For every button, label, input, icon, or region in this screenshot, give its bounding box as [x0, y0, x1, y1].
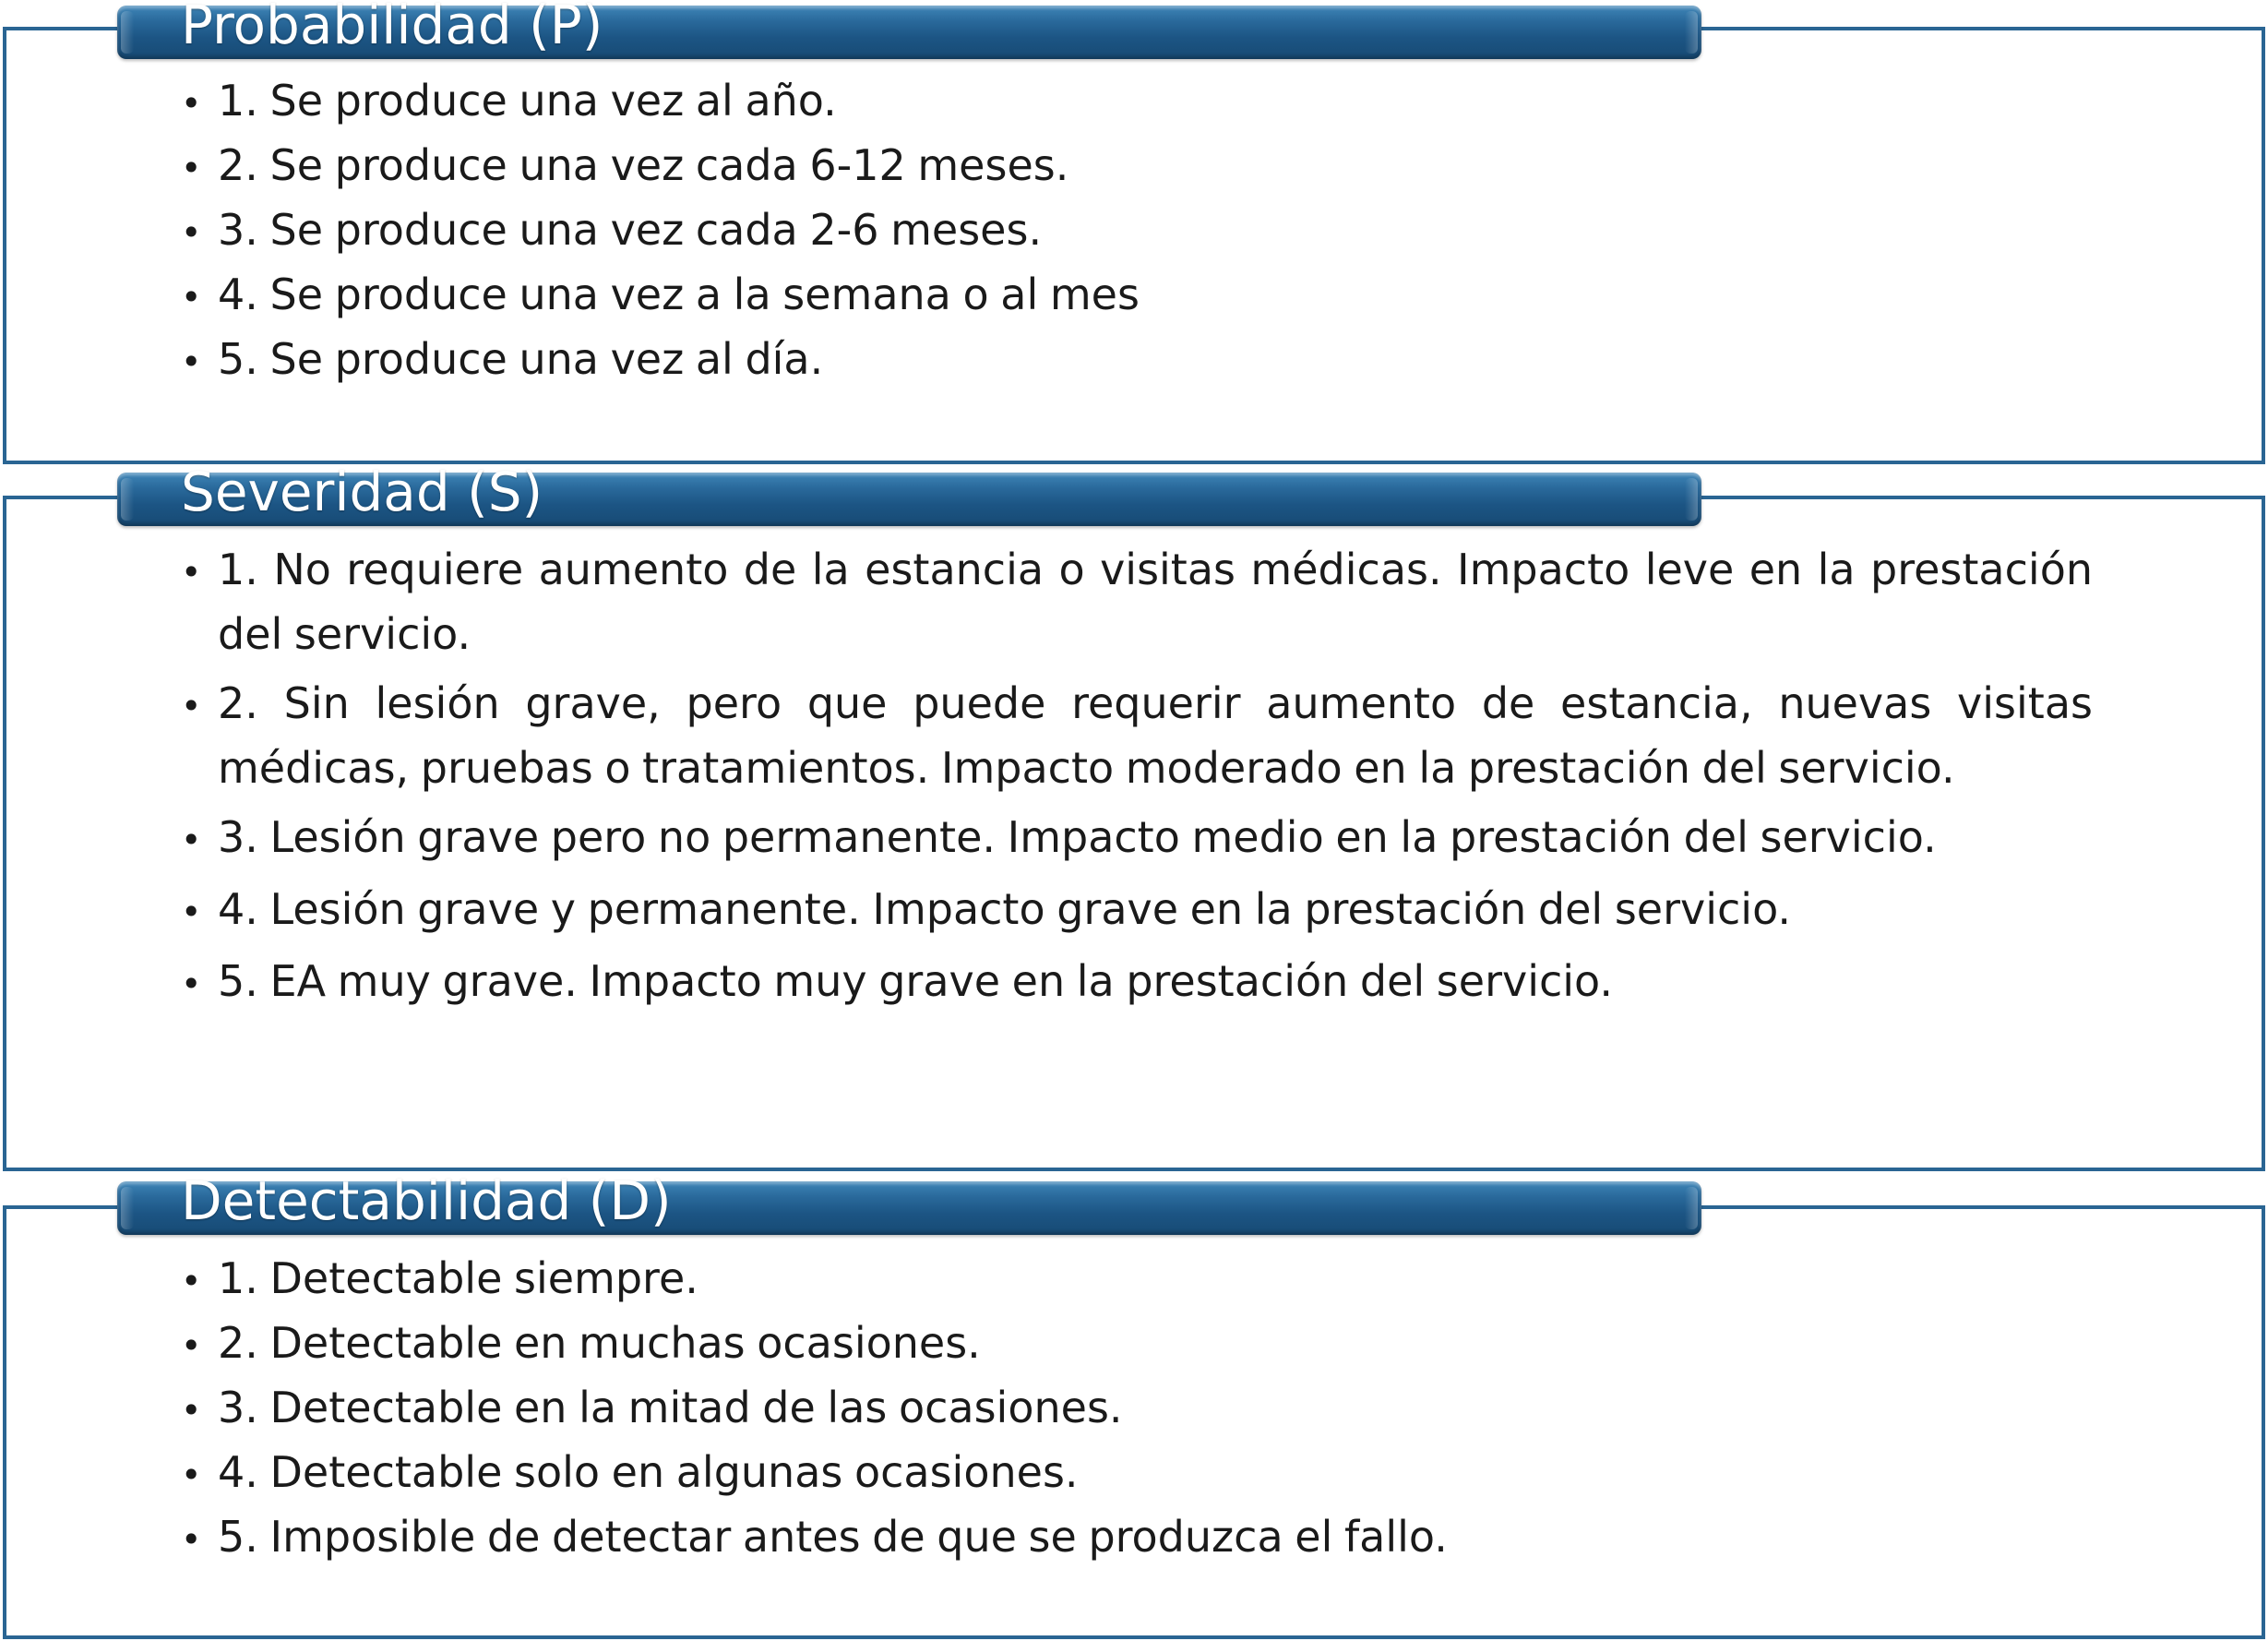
bullet-icon: •: [181, 1261, 202, 1301]
section-detectabilidad-title: Detectabilidad (D): [181, 1169, 672, 1232]
section-probabilidad-title: Probabilidad (P): [181, 0, 603, 56]
list-item: • 2. Sin lesión grave, pero que puede requerir aumento de estancia, nuevas visitas médicas, pruebas o tratamientos. Impacto moderado en la prestación del servicio.: [181, 673, 2093, 799]
bullet-icon: •: [181, 1519, 202, 1560]
bullet-icon: •: [181, 1390, 202, 1431]
list-item: • 5. Se produce una vez al día.: [181, 329, 2093, 393]
list-item: • 4. Se produce una vez a la semana o al mes: [181, 264, 2093, 329]
bullet-icon: •: [181, 277, 202, 317]
list-item: • 1. Detectable siempre.: [181, 1248, 2093, 1312]
bullet-icon: •: [181, 341, 202, 382]
list-item: • 5. EA muy grave. Impacto muy grave en la prestación del servicio.: [181, 951, 2093, 1015]
section-probabilidad-list: [181, 70, 2093, 393]
list-item: • 4. Detectable solo en algunas ocasiones.: [181, 1442, 2093, 1506]
section-detectabilidad-list: [181, 1248, 2093, 1571]
bullet-icon: •: [181, 212, 202, 253]
bullet-icon: •: [181, 1455, 202, 1495]
bullet-icon: •: [181, 964, 202, 1004]
bullet-icon: •: [181, 1325, 202, 1366]
list-item: • 3. Se produce una vez cada 2-6 meses.: [181, 199, 2093, 264]
section-severidad-list: [181, 539, 2093, 1023]
bullet-icon: •: [181, 83, 202, 124]
list-item: • 4. Lesión grave y permanente. Impacto grave en la prestación del servicio.: [181, 879, 2093, 943]
section-severidad-header: [117, 461, 1701, 526]
bullet-icon: •: [181, 552, 202, 593]
section-detectabilidad-header: [117, 1169, 1701, 1235]
section-severidad-title: Severidad (S): [181, 461, 543, 523]
bullet-icon: •: [181, 148, 202, 188]
list-item: • 1. No requiere aumento de la estancia o visitas médicas. Impacto leve en la prestación del servicio.: [181, 539, 2093, 665]
list-item: • 2. Se produce una vez cada 6-12 meses.: [181, 135, 2093, 199]
list-item: • 3. Lesión grave pero no permanente. Impacto medio en la prestación del servicio.: [181, 807, 2093, 871]
bullet-icon: •: [181, 820, 202, 860]
bullet-icon: •: [181, 686, 202, 726]
list-item: • 5. Imposible de detectar antes de que se produzca el fallo.: [181, 1506, 2093, 1571]
list-item: • 3. Detectable en la mitad de las ocasiones.: [181, 1377, 2093, 1442]
list-item: • 2. Detectable en muchas ocasiones.: [181, 1312, 2093, 1377]
section-probabilidad-header: [117, 0, 1701, 59]
list-item: • 1. Se produce una vez al año.: [181, 70, 2093, 135]
bullet-icon: •: [181, 892, 202, 932]
